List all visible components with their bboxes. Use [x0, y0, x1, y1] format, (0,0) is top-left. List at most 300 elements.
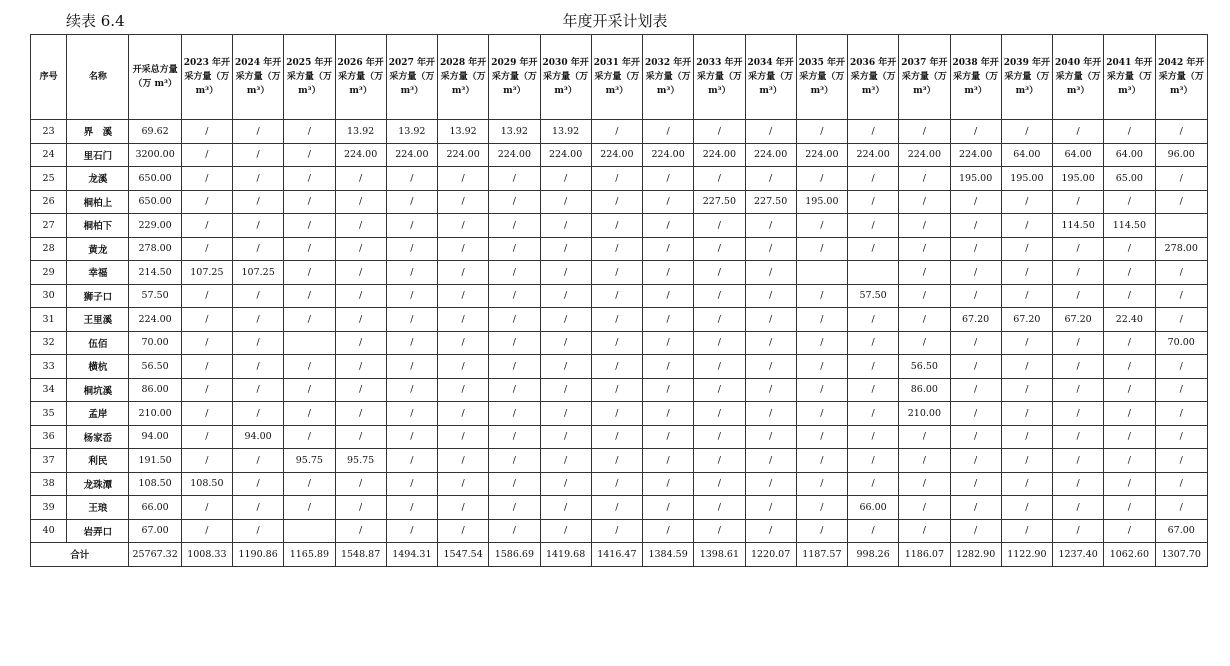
- table-cell: 70.00: [129, 331, 181, 355]
- table-cell: /: [643, 120, 694, 144]
- table-cell: /: [694, 355, 745, 379]
- table-cell: 67.00: [1155, 519, 1208, 543]
- table-cell: /: [694, 496, 745, 520]
- table-cell: /: [591, 308, 642, 332]
- table-cell: /: [181, 167, 232, 191]
- table-cell: /: [848, 214, 899, 238]
- table-cell: /: [1155, 261, 1208, 285]
- row-index: 29: [31, 261, 67, 285]
- table-cell: /: [489, 425, 540, 449]
- table-cell: 114.50: [1053, 214, 1104, 238]
- table-cell: /: [643, 378, 694, 402]
- table-cell: /: [233, 472, 284, 496]
- table-cell: /: [1104, 496, 1155, 520]
- table-cell: /: [489, 496, 540, 520]
- table-cell: /: [1155, 449, 1208, 473]
- header-year: 2032 年开采方量（万 m³）: [643, 35, 694, 120]
- table-cell: /: [848, 331, 899, 355]
- header-year: 2025 年开采方量（万 m³）: [284, 35, 335, 120]
- total-cell: 1062.60: [1104, 543, 1155, 567]
- table-cell: /: [284, 308, 335, 332]
- table-cell: /: [335, 378, 386, 402]
- table-cell: 108.50: [129, 472, 181, 496]
- table-cell: /: [848, 120, 899, 144]
- table-cell: 69.62: [129, 120, 181, 144]
- table-cell: /: [1104, 120, 1155, 144]
- table-cell: /: [591, 237, 642, 261]
- site-name: 幸福: [67, 261, 129, 285]
- table-cell: /: [489, 449, 540, 473]
- table-cell: 64.00: [1001, 143, 1052, 167]
- table-cell: 107.25: [181, 261, 232, 285]
- table-cell: /: [438, 190, 489, 214]
- table-cell: /: [796, 331, 847, 355]
- table-cell: /: [1104, 190, 1155, 214]
- table-cell: /: [1001, 425, 1052, 449]
- table-cell: /: [386, 402, 437, 426]
- total-cell: 1008.33: [181, 543, 232, 567]
- table-cell: /: [335, 167, 386, 191]
- total-cell: 1187.57: [796, 543, 847, 567]
- total-cell: 1237.40: [1053, 543, 1104, 567]
- table-cell: [796, 261, 847, 285]
- table-cell: /: [643, 308, 694, 332]
- table-cell: /: [796, 308, 847, 332]
- table-cell: /: [796, 120, 847, 144]
- table-cell: /: [1155, 402, 1208, 426]
- table-cell: 94.00: [233, 425, 284, 449]
- table-cell: /: [540, 261, 591, 285]
- table-cell: 227.50: [694, 190, 745, 214]
- table-cell: /: [438, 284, 489, 308]
- table-cell: /: [1155, 378, 1208, 402]
- table-cell: /: [796, 472, 847, 496]
- table-cell: /: [1053, 261, 1104, 285]
- table-cell: /: [386, 496, 437, 520]
- table-cell: /: [745, 284, 796, 308]
- table-cell: /: [694, 472, 745, 496]
- table-cell: /: [1053, 120, 1104, 144]
- table-cell: /: [1001, 402, 1052, 426]
- table-cell: /: [438, 237, 489, 261]
- table-cell: /: [591, 355, 642, 379]
- table-cell: /: [950, 355, 1001, 379]
- table-cell: /: [540, 308, 591, 332]
- table-cell: /: [796, 378, 847, 402]
- table-cell: 57.50: [129, 284, 181, 308]
- table-cell: /: [233, 190, 284, 214]
- table-cell: /: [694, 519, 745, 543]
- table-cell: /: [335, 425, 386, 449]
- table-cell: /: [950, 284, 1001, 308]
- table-cell: /: [181, 378, 232, 402]
- table-cell: /: [591, 120, 642, 144]
- table-cell: /: [1001, 472, 1052, 496]
- table-cell: /: [386, 425, 437, 449]
- table-cell: /: [181, 190, 232, 214]
- table-cell: 67.00: [129, 519, 181, 543]
- table-cell: 13.92: [489, 120, 540, 144]
- table-cell: /: [386, 308, 437, 332]
- table-cell: /: [540, 214, 591, 238]
- table-cell: 224.00: [643, 143, 694, 167]
- table-cell: /: [489, 472, 540, 496]
- header-year: 2028 年开采方量（万 m³）: [438, 35, 489, 120]
- table-cell: 107.25: [233, 261, 284, 285]
- table-cell: /: [386, 190, 437, 214]
- table-cell: /: [1053, 425, 1104, 449]
- table-cell: /: [591, 167, 642, 191]
- table-cell: /: [745, 402, 796, 426]
- table-cell: /: [284, 378, 335, 402]
- table-cell: 224.00: [129, 308, 181, 332]
- table-cell: 86.00: [129, 378, 181, 402]
- total-cell: 1307.70: [1155, 543, 1208, 567]
- table-cell: /: [745, 120, 796, 144]
- table-cell: /: [489, 308, 540, 332]
- table-cell: /: [1001, 237, 1052, 261]
- table-cell: /: [335, 472, 386, 496]
- table-cell: /: [284, 143, 335, 167]
- table-cell: 70.00: [1155, 331, 1208, 355]
- table-row: [31, 378, 1208, 402]
- table-cell: /: [1155, 120, 1208, 144]
- table-cell: /: [181, 402, 232, 426]
- site-name: 狮子口: [67, 284, 129, 308]
- table-cell: 56.50: [899, 355, 950, 379]
- table-cell: /: [1155, 355, 1208, 379]
- table-cell: 224.00: [591, 143, 642, 167]
- row-index: 39: [31, 496, 67, 520]
- total-cell: 25767.32: [129, 543, 181, 567]
- table-cell: 66.00: [129, 496, 181, 520]
- table-cell: /: [233, 143, 284, 167]
- table-cell: /: [1001, 355, 1052, 379]
- table-cell: /: [540, 284, 591, 308]
- table-row: [31, 143, 1208, 167]
- table-cell: /: [233, 449, 284, 473]
- total-cell: 1586.69: [489, 543, 540, 567]
- table-cell: /: [796, 284, 847, 308]
- row-index: 34: [31, 378, 67, 402]
- table-cell: /: [1053, 378, 1104, 402]
- table-cell: /: [284, 496, 335, 520]
- table-cell: 64.00: [1104, 143, 1155, 167]
- table-cell: /: [745, 308, 796, 332]
- table-number: 续表 6.4: [66, 12, 125, 30]
- table-cell: /: [745, 378, 796, 402]
- table-row: [31, 120, 1208, 144]
- table-cell: /: [591, 425, 642, 449]
- table-cell: /: [233, 284, 284, 308]
- table-cell: /: [181, 237, 232, 261]
- table-cell: 210.00: [129, 402, 181, 426]
- table-cell: 67.20: [1053, 308, 1104, 332]
- table-cell: /: [643, 519, 694, 543]
- table-cell: /: [335, 519, 386, 543]
- header-index: 序号: [31, 35, 67, 120]
- table-cell: /: [950, 120, 1001, 144]
- table-cell: /: [950, 190, 1001, 214]
- total-cell: 1398.61: [694, 543, 745, 567]
- table-cell: /: [848, 449, 899, 473]
- header-year: 2039 年开采方量（万 m³）: [1001, 35, 1052, 120]
- table-cell: /: [284, 167, 335, 191]
- table-cell: /: [899, 519, 950, 543]
- total-cell: 1190.86: [233, 543, 284, 567]
- table-cell: /: [950, 214, 1001, 238]
- table-cell: /: [1001, 496, 1052, 520]
- table-cell: /: [643, 284, 694, 308]
- table-cell: /: [694, 261, 745, 285]
- table-cell: /: [335, 190, 386, 214]
- site-name: 杨家岙: [67, 425, 129, 449]
- table-cell: /: [540, 378, 591, 402]
- table-cell: /: [233, 331, 284, 355]
- table-row: [31, 214, 1208, 238]
- table-cell: /: [950, 496, 1001, 520]
- row-index: 36: [31, 425, 67, 449]
- table-cell: /: [643, 472, 694, 496]
- table-cell: /: [950, 472, 1001, 496]
- table-cell: /: [438, 355, 489, 379]
- table-cell: 66.00: [848, 496, 899, 520]
- table-cell: /: [233, 308, 284, 332]
- header-year: 2026 年开采方量（万 m³）: [335, 35, 386, 120]
- table-cell: /: [1104, 425, 1155, 449]
- site-name: 桐柏上: [67, 190, 129, 214]
- table-cell: /: [335, 402, 386, 426]
- table-cell: /: [1104, 378, 1155, 402]
- table-row: [31, 167, 1208, 191]
- table-cell: /: [284, 284, 335, 308]
- table-cell: /: [489, 378, 540, 402]
- table-cell: /: [796, 496, 847, 520]
- table-cell: 224.00: [335, 143, 386, 167]
- table-cell: /: [1053, 472, 1104, 496]
- table-cell: /: [335, 308, 386, 332]
- table-cell: /: [181, 284, 232, 308]
- table-cell: /: [438, 214, 489, 238]
- table-cell: /: [745, 331, 796, 355]
- row-index: 38: [31, 472, 67, 496]
- table-cell: /: [1155, 425, 1208, 449]
- table-cell: /: [745, 167, 796, 191]
- table-cell: /: [1053, 496, 1104, 520]
- table-cell: 191.50: [129, 449, 181, 473]
- table-cell: /: [284, 214, 335, 238]
- table-cell: /: [386, 167, 437, 191]
- table-cell: /: [745, 425, 796, 449]
- table-cell: /: [899, 190, 950, 214]
- table-cell: /: [335, 261, 386, 285]
- table-cell: /: [1104, 284, 1155, 308]
- table-cell: 224.00: [489, 143, 540, 167]
- table-cell: /: [1155, 190, 1208, 214]
- header-year: 2036 年开采方量（万 m³）: [848, 35, 899, 120]
- table-cell: /: [899, 167, 950, 191]
- row-index: 27: [31, 214, 67, 238]
- table-cell: /: [643, 449, 694, 473]
- table-cell: /: [643, 214, 694, 238]
- table-cell: /: [591, 331, 642, 355]
- table-cell: /: [489, 284, 540, 308]
- total-cell: 1122.90: [1001, 543, 1052, 567]
- table-row: [31, 237, 1208, 261]
- table-cell: /: [745, 472, 796, 496]
- table-cell: /: [284, 237, 335, 261]
- table-cell: /: [233, 378, 284, 402]
- row-index: 32: [31, 331, 67, 355]
- table-cell: /: [694, 449, 745, 473]
- table-cell: /: [848, 167, 899, 191]
- table-cell: /: [489, 519, 540, 543]
- table-cell: /: [796, 402, 847, 426]
- table-cell: /: [1001, 190, 1052, 214]
- table-cell: 67.20: [950, 308, 1001, 332]
- table-cell: /: [1053, 190, 1104, 214]
- table-cell: 227.50: [745, 190, 796, 214]
- row-index: 25: [31, 167, 67, 191]
- table-cell: /: [1053, 355, 1104, 379]
- table-cell: /: [438, 378, 489, 402]
- table-cell: /: [284, 190, 335, 214]
- row-index: 26: [31, 190, 67, 214]
- table-row: [31, 331, 1208, 355]
- table-cell: /: [694, 167, 745, 191]
- table-cell: /: [438, 449, 489, 473]
- table-cell: /: [489, 261, 540, 285]
- row-index: 23: [31, 120, 67, 144]
- table-cell: /: [643, 167, 694, 191]
- table-cell: /: [386, 237, 437, 261]
- table-cell: /: [694, 378, 745, 402]
- table-cell: [284, 519, 335, 543]
- table-cell: /: [1155, 308, 1208, 332]
- table-row: [31, 472, 1208, 496]
- table-cell: 195.00: [796, 190, 847, 214]
- table-cell: /: [1155, 167, 1208, 191]
- site-name: 王里溪: [67, 308, 129, 332]
- table-cell: /: [643, 237, 694, 261]
- header-year: 2035 年开采方量（万 m³）: [796, 35, 847, 120]
- table-cell: /: [899, 425, 950, 449]
- table-cell: 195.00: [950, 167, 1001, 191]
- header-year: 2034 年开采方量（万 m³）: [745, 35, 796, 120]
- table-cell: /: [1053, 331, 1104, 355]
- table-cell: /: [540, 402, 591, 426]
- table-cell: /: [181, 308, 232, 332]
- table-cell: /: [386, 449, 437, 473]
- table-cell: /: [643, 331, 694, 355]
- table-body: [31, 120, 1208, 567]
- table-cell: /: [643, 496, 694, 520]
- table-cell: /: [694, 331, 745, 355]
- table-cell: /: [233, 120, 284, 144]
- site-name: 伍佰: [67, 331, 129, 355]
- table-row: [31, 449, 1208, 473]
- table-cell: /: [438, 167, 489, 191]
- table-cell: /: [386, 355, 437, 379]
- table-caption: [0, 8, 1230, 34]
- table-cell: /: [848, 308, 899, 332]
- table-cell: /: [284, 120, 335, 144]
- table-cell: /: [591, 449, 642, 473]
- table-cell: /: [591, 214, 642, 238]
- table-cell: 210.00: [899, 402, 950, 426]
- header-year: 2037 年开采方量（万 m³）: [899, 35, 950, 120]
- total-cell: 1384.59: [643, 543, 694, 567]
- table-cell: /: [950, 261, 1001, 285]
- table-cell: 224.00: [899, 143, 950, 167]
- table-cell: /: [1001, 120, 1052, 144]
- header-total: 开采总方量（万 m³）: [129, 35, 181, 120]
- table-cell: /: [181, 331, 232, 355]
- table-cell: /: [796, 425, 847, 449]
- table-cell: /: [643, 425, 694, 449]
- table-cell: 214.50: [129, 261, 181, 285]
- total-cell: 1165.89: [284, 543, 335, 567]
- table-cell: [1155, 214, 1208, 238]
- row-index: 40: [31, 519, 67, 543]
- table-cell: 195.00: [1053, 167, 1104, 191]
- table-cell: /: [899, 214, 950, 238]
- table-cell: /: [540, 496, 591, 520]
- table-cell: /: [796, 237, 847, 261]
- table-cell: /: [643, 261, 694, 285]
- table-cell: /: [1104, 519, 1155, 543]
- table-cell: /: [181, 355, 232, 379]
- table-cell: /: [1104, 402, 1155, 426]
- table-cell: /: [233, 214, 284, 238]
- table-cell: /: [1155, 496, 1208, 520]
- table-cell: /: [899, 331, 950, 355]
- table-cell: /: [694, 284, 745, 308]
- table-cell: 22.40: [1104, 308, 1155, 332]
- site-name: 龙溪: [67, 167, 129, 191]
- table-cell: /: [591, 190, 642, 214]
- table-cell: /: [386, 519, 437, 543]
- table-cell: 224.00: [848, 143, 899, 167]
- table-cell: /: [950, 378, 1001, 402]
- table-cell: /: [284, 355, 335, 379]
- table-cell: /: [489, 331, 540, 355]
- site-name: 王琅: [67, 496, 129, 520]
- table-row: [31, 284, 1208, 308]
- table-row: [31, 402, 1208, 426]
- table-cell: 114.50: [1104, 214, 1155, 238]
- header-row: [31, 35, 1208, 120]
- table-cell: 94.00: [129, 425, 181, 449]
- table-row: [31, 425, 1208, 449]
- table-cell: /: [848, 378, 899, 402]
- table-cell: /: [335, 496, 386, 520]
- table-cell: /: [591, 496, 642, 520]
- header-year: 2027 年开采方量（万 m³）: [386, 35, 437, 120]
- header-year: 2033 年开采方量（万 m³）: [694, 35, 745, 120]
- table-cell: [284, 331, 335, 355]
- table-cell: /: [386, 378, 437, 402]
- row-index: 24: [31, 143, 67, 167]
- table-cell: /: [1001, 284, 1052, 308]
- table-cell: /: [1104, 331, 1155, 355]
- table-cell: 13.92: [540, 120, 591, 144]
- table-cell: /: [848, 402, 899, 426]
- table-cell: /: [745, 449, 796, 473]
- table-cell: /: [643, 355, 694, 379]
- table-cell: /: [335, 355, 386, 379]
- table-cell: 224.00: [694, 143, 745, 167]
